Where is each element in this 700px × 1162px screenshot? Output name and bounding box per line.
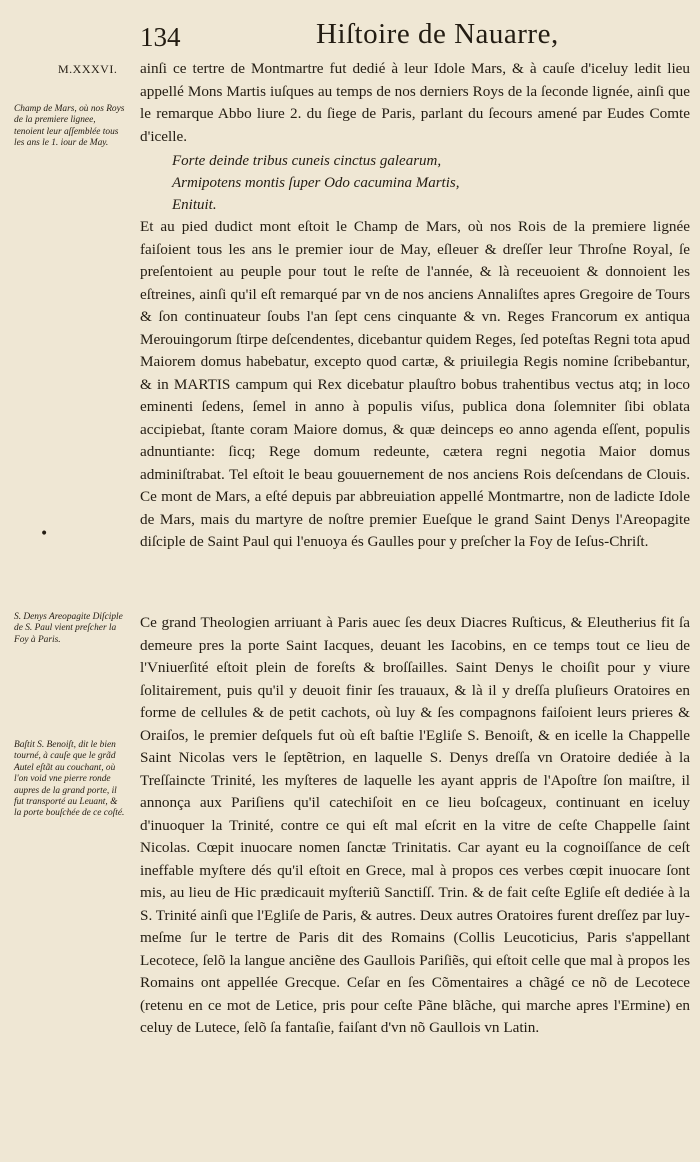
margin-dot: •: [40, 526, 49, 542]
paragraph-3-text: Ce grand Theologien arriuant à Paris auec ſes deux Diacres Ruſticus, & Eleutherius fit ſa demeure pres la porte Saint Iacques, deuant les Iacobins, en ce temps tout ce lieu de l'Vniuerſité eſtoit plein de foreſts & broſſailles. Saint Denys le choiſit pour y viure ſolitairement, puis qu'il y deuoit finir ſes trauaux, & là il y dreſſa pluſieurs Oratoires en forme de cellules & de petit cachots, où luy & ſes compagnons faiſoient leurs prieres & Oraiſos, le premier deſquels fut où eſt baſtie l'Egliſe S. Benoiſt, & en icelle la Chappelle Saint Nicolas vers le ſeptẽtrion, en laquelle S. Denys dreſſa vn Oratoire dediée à la Treſſaincte Trinité, les myſteres de laquelle les ayant appris de l'Apoſtre ſon maiſtre, il annonça aux Pariſiens qu'il catechiſoit en ce lieu boſcageux, continuant en iceluy d'inuoquer la Trinité, contre ce qui eſt mal eſcrit en la vitre de ceſte Chappelle ſaint Nicolas. Cœpit inuocare nomen ſanctæ Trinitatis. Car ayant eu la cognoiſſance de ceſt ineffable myſtere dés qu'il eſtoit en Grece, mal à propos ces verbes cœpit inuocare ſont mis, au lieu de Hic prædicauit myſteriũ Sanctiſſ. Trin. & de fait ceſte Egliſe eſt dediée à la S. Trinité ainſi que l'Egliſe de Paris, & autres. Deux autres Oratoires furent dreſſez par luy-meſme ſur le tertre de Paris dit des Romains (Collis Leucoticius, Paris s'appellant Lecotece, ſelõ la langue anciẽne des Gaullois Pariſiẽs, qui eſtoit celle que mal à propos les Romains ont appellée Grecque. Ceſar en ſes Cõmentaires a chãgé ce nõ de Lecotece (retenu en ce mot de Letice, pris pour ceſte Pãne blãche, qui marche apres l'Ermine) en celuy de Lutece, ſelõ ſa fantaſie, faiſant d'vn nõ Gaullois vn Latin.: [140, 614, 690, 1036]
paragraph-2-text: Et au pied dudict mont eſtoit le Champ de Mars, où nos Rois de la premiere lignée faiſoient tous les ans le premier iour de May, eſleuer & dreſſer leur Throſne Royal, ſe preſentoient au peuple pour tout le reſte de l'année, & là receuoient & donnoient les eſtreines, ainſi qu'il eſt remarqué par vn de nos anciens Annaliſtes apres Gregoire de Tours & ſon continuateur ſoubs l'an ſept cens cinquante & vn. Reges Francorum ex antiqua Merouingorum ſtirpe deſcendentes, dicebantur quidem Reges, ſed poteſtas Regni tota apud Maiorem domus habebatur, excepto quod cartæ, & priuilegia Regis nomine ſcribebantur, & in MARTIS campum qui Rex dicebatur plauſtro bobus trahentibus vectus atq; in loco eminenti ſedens, ſemel in anno à populis viſus, publica dona ſolemniter ſibi oblata accipiebat, ſtante coram Maiore domus, & quæ deinceps eo anno agenda eſſent, populis adnuntiante: ſicq; Rege domum redeunte, cætera regni negotia Maior domus adminiſtrabat. Tel eſtoit le beau gouuernement de nos anciens Rois deſcendans de Clouis. Ce mont de Mars, a eſté depuis par abbreuiation appellé Montmartre, non de ladicte Idole de Mars, mais du martyre de noſtre premier Eueſque le grand Saint Denys l'Areopagite diſciple de Saint Paul qui l'enuoya és Gaulles pour y preſcher la Foy de Ieſus-Chriſt.: [140, 218, 690, 550]
running-title: Hiſtoire de Nauarre,: [316, 18, 559, 50]
page-number: 134: [140, 22, 181, 52]
year-marginal: M.XXXVI.: [58, 62, 118, 76]
paragraph-2: [140, 216, 690, 606]
verse-line-2: Armipotens montis ſuper Odo cacumina Martis,: [172, 175, 460, 191]
margin-note-saint-denys: S. Denys Areopagite Diſciple de S. Paul vient preſcher la Foy à Paris.: [14, 612, 123, 645]
paragraph-1-text: ainſi ce tertre de Montmartre fut dedié à leur Idole Mars, & à cauſe d'iceluy ledit lieu appellé Mons Martis iuſques au temps de nos derniers Roys de la ſeconde lignée, ainſi que le remarque Abbo liure 2. du ſiege de Paris, parlant du ſecours amené par Eudes Comte d'icelle.: [140, 60, 690, 145]
page-header: [0, 16, 700, 56]
verse-line-1: Forte deinde tribus cuneis cinctus galearum,: [172, 153, 442, 169]
margin-note-saint-benoist: Baſtit S. Benoiſt, dit le bien tourné, à cauſe que le grãd Autel eſtãt au couchant, où l'on void vne pierre ronde aupres de la grand porte, il fut transporté au Leuant, & la porte bouſchée de ce coſté.: [14, 740, 125, 819]
margin-note-champ-de-mars: Champ de Mars, où nos Roys de la premiere lignee, tenoient leur aſſemblée tous les ans le 1. iour de May.: [14, 104, 125, 149]
paragraph-1: [140, 58, 690, 148]
verse-line-3: Enituit.: [172, 197, 217, 213]
latin-verse: [172, 150, 672, 216]
paragraph-3: [140, 612, 690, 1152]
